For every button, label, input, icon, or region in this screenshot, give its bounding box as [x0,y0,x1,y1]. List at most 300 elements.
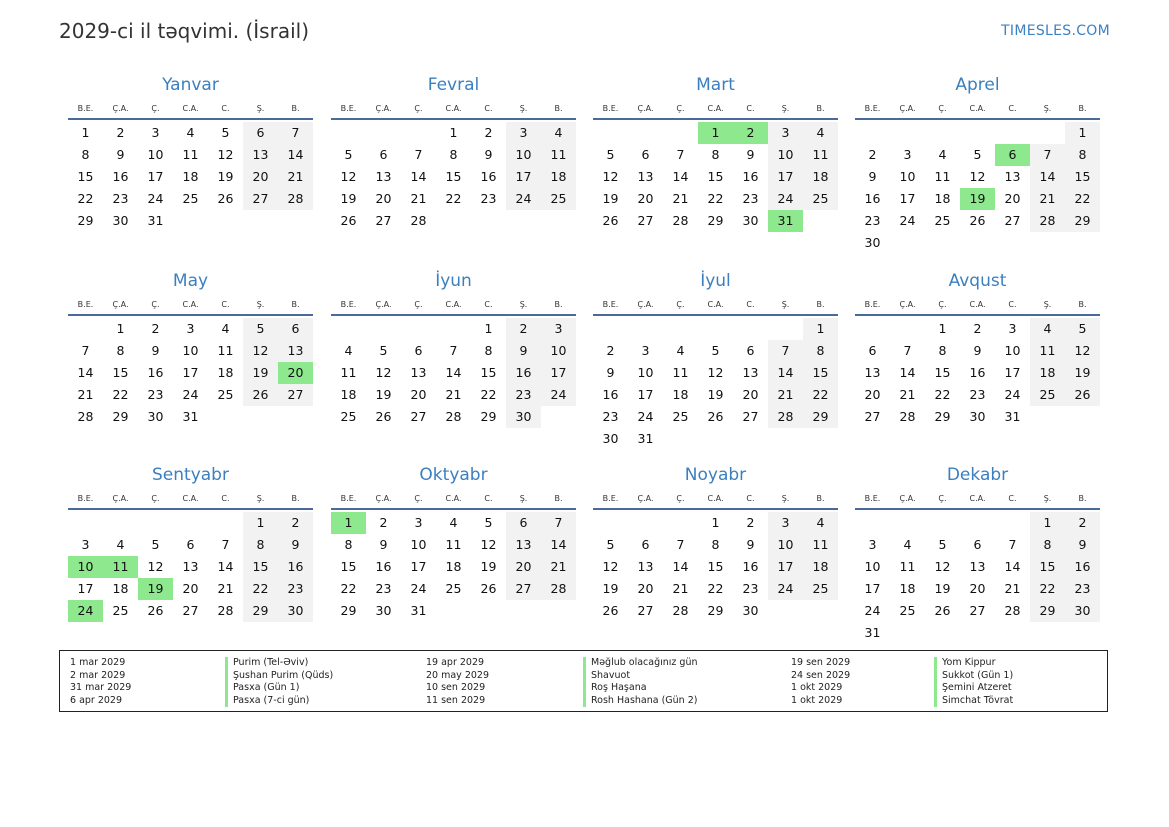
day-grid [593,318,838,450]
holiday-day-cell: 31 [768,210,803,232]
day-cell: 16 [278,556,313,578]
day-cell: 18 [803,166,838,188]
day-cell: 7 [541,512,576,534]
day-cell: 14 [899,365,916,380]
holiday-date: 2 mar 2029 [70,669,126,681]
day-cell: 20 [182,581,199,596]
weekday-label: Ç.A. [112,104,129,113]
day-cell: 14 [1004,559,1021,574]
day-cell: 1 [116,321,125,336]
day-cell: 14 [217,559,234,574]
day-cell: 2 [379,515,388,530]
holiday-day-cell: 1 [698,122,733,144]
holiday-day-cell: 10 [68,556,103,578]
day-cell: 23 [112,191,129,206]
day-cell: 25 [445,581,462,596]
day-cell: 30 [742,603,759,618]
holiday-names-col-1 [225,657,333,707]
day-cell: 28 [77,409,94,424]
day-cell: 19 [1065,362,1100,384]
day-cell: 29 [707,603,724,618]
day-cell: 31 [147,213,164,228]
weekday-label: Ç. [676,104,685,113]
weekday-label: B. [554,104,563,113]
month-name: Mart [696,75,735,95]
day-cell: 29 [243,600,278,622]
empty-cell [436,318,471,340]
weekday-label: B. [554,300,563,309]
day-cell: 30 [742,213,759,228]
day-cell: 9 [379,537,388,552]
day-cell: 5 [606,537,615,552]
weekday-label: C.A. [182,104,199,113]
weekday-label: C. [746,104,755,113]
day-cell: 17 [182,365,199,380]
empty-cell [925,512,960,534]
day-cell: 8 [344,537,353,552]
weekday-label: C. [221,494,230,503]
day-cell: 9 [278,534,313,556]
day-cell: 23 [742,191,759,206]
day-cell: 12 [707,365,724,380]
empty-cell [855,318,890,340]
day-cell: 12 [934,559,951,574]
weekday-label: B. [816,494,825,503]
day-cell: 11 [340,365,357,380]
empty-cell [663,122,698,144]
weekday-label: Ç.A. [375,300,392,309]
day-cell: 9 [606,365,615,380]
weekday-label: Ş. [256,300,265,309]
empty-cell [173,512,208,534]
holiday-date: 1 okt 2029 [791,682,843,693]
day-cell: 18 [340,387,357,402]
day-cell: 28 [445,409,462,424]
day-cell: 28 [410,213,427,228]
holiday-name: Sukkot (Gün 1) [934,670,1013,683]
day-cell: 23 [1065,578,1100,600]
day-cell: 28 [672,603,689,618]
day-cell: 25 [340,409,357,424]
day-cell: 19 [934,581,951,596]
month-block [331,271,576,428]
day-cell: 27 [864,409,881,424]
day-cell: 17 [899,191,916,206]
day-cell: 11 [803,144,838,166]
weekday-header [331,100,576,120]
day-cell: 8 [116,343,125,358]
day-cell: 14 [672,169,689,184]
weekday-label: B.E. [864,104,881,113]
day-cell: 23 [278,578,313,600]
weekday-header [855,296,1100,316]
month-name: Noyabr [684,465,747,485]
day-cell: 12 [602,559,619,574]
day-cell: 2 [1065,512,1100,534]
day-cell: 3 [1008,321,1017,336]
day-cell: 21 [1030,188,1065,210]
empty-cell [103,512,138,534]
empty-cell [1030,122,1065,144]
day-cell: 7 [414,147,423,162]
day-cell: 5 [484,515,493,530]
day-cell: 22 [340,581,357,596]
day-cell: 19 [602,191,619,206]
day-cell: 13 [506,534,541,556]
day-cell: 20 [742,387,759,402]
holiday-date: 31 mar 2029 [70,682,132,693]
day-cell: 15 [243,556,278,578]
day-cell: 18 [182,169,199,184]
day-cell: 13 [864,365,881,380]
day-cell: 28 [1004,603,1021,618]
day-cell: 3 [506,122,541,144]
day-cell: 1 [711,515,720,530]
day-cell: 30 [147,409,164,424]
day-cell: 7 [81,343,90,358]
weekday-label: B. [291,494,300,503]
day-cell: 22 [707,191,724,206]
day-grid [68,122,313,232]
weekday-header [593,296,838,316]
day-cell: 20 [637,191,654,206]
day-cell: 25 [182,191,199,206]
day-cell: 12 [147,559,164,574]
day-cell: 26 [602,213,619,228]
day-cell: 6 [506,512,541,534]
day-cell: 24 [147,191,164,206]
site-link[interactable]: TIMESLES.COM [1001,23,1110,39]
day-cell: 15 [445,169,462,184]
holiday-date: 1 okt 2029 [791,694,843,706]
day-cell: 19 [602,581,619,596]
day-cell: 23 [864,213,881,228]
day-cell: 20 [969,581,986,596]
empty-cell [593,318,628,340]
day-cell: 19 [217,169,234,184]
day-cell: 6 [414,343,423,358]
day-cell: 25 [672,409,689,424]
day-cell: 12 [340,169,357,184]
holiday-name: Rosh Hashana (Gün 2) [583,695,698,708]
holiday-day-cell: 24 [68,600,103,622]
day-cell: 2 [278,512,313,534]
weekday-label: C. [1008,104,1017,113]
day-cell: 29 [1065,210,1100,232]
empty-cell [401,318,436,340]
day-cell: 21 [410,191,427,206]
empty-cell [663,512,698,534]
day-cell: 24 [410,581,427,596]
day-cell: 3 [768,512,803,534]
day-cell: 14 [77,365,94,380]
day-cell: 10 [864,559,881,574]
empty-cell [733,318,768,340]
day-cell: 29 [707,213,724,228]
day-cell: 3 [186,321,195,336]
day-cell: 8 [449,147,458,162]
day-cell: 16 [969,365,986,380]
day-cell: 15 [77,169,94,184]
holiday-date: 20 may 2029 [426,669,490,681]
weekday-header [68,490,313,510]
day-cell: 10 [541,340,576,362]
holiday-names-col-3 [934,657,1013,707]
day-cell: 31 [637,431,654,446]
day-cell: 13 [375,169,392,184]
day-cell: 16 [375,559,392,574]
weekday-label: B.E. [77,300,94,309]
day-cell: 4 [1030,318,1065,340]
day-cell: 9 [506,340,541,362]
month-name: Avqust [948,271,1007,291]
day-cell: 15 [803,362,838,384]
weekday-label: B.E. [602,104,619,113]
month-block [593,75,838,232]
day-cell: 12 [243,340,278,362]
day-cell: 28 [768,406,803,428]
day-cell: 27 [637,213,654,228]
day-cell: 5 [1065,318,1100,340]
day-cell: 6 [868,343,877,358]
month-block [855,75,1100,254]
day-cell: 22 [1030,578,1065,600]
weekday-header [331,490,576,510]
day-cell: 20 [410,387,427,402]
day-cell: 27 [742,409,759,424]
day-cell: 11 [672,365,689,380]
weekday-label: Ç.A. [899,300,916,309]
day-grid [331,318,576,428]
weekday-label: Ç. [151,104,160,113]
day-cell: 7 [1008,537,1017,552]
day-cell: 6 [243,122,278,144]
day-cell: 4 [449,515,458,530]
day-cell: 20 [1004,191,1021,206]
day-cell: 20 [637,581,654,596]
day-cell: 14 [541,534,576,556]
weekday-label: C.A. [707,300,724,309]
weekday-label: B. [1078,494,1087,503]
day-cell: 24 [506,188,541,210]
day-cell: 17 [768,556,803,578]
holiday-list [59,650,1108,712]
day-cell: 21 [278,166,313,188]
day-cell: 15 [1065,166,1100,188]
month-name: İyul [700,271,731,291]
weekday-label: C.A. [969,300,986,309]
day-cell: 15 [480,365,497,380]
day-cell: 25 [541,188,576,210]
day-cell: 16 [147,365,164,380]
day-cell: 13 [637,559,654,574]
weekday-label: Ç. [151,300,160,309]
weekday-label: Ç.A. [637,494,654,503]
day-cell: 2 [868,147,877,162]
day-cell: 27 [1004,213,1021,228]
weekday-label: B. [1078,104,1087,113]
day-cell: 25 [217,387,234,402]
day-cell: 30 [506,406,541,428]
day-cell: 5 [344,147,353,162]
weekday-label: Ç.A. [112,494,129,503]
day-cell: 6 [973,537,982,552]
day-cell: 25 [934,213,951,228]
empty-cell [208,512,243,534]
weekday-label: Ş. [781,300,790,309]
day-cell: 30 [278,600,313,622]
weekday-label: Ç. [414,300,423,309]
holiday-name: Şemini Atzeret [934,682,1013,695]
empty-cell [593,122,628,144]
day-cell: 24 [864,603,881,618]
day-cell: 2 [746,515,755,530]
day-cell: 4 [803,122,838,144]
day-cell: 12 [602,169,619,184]
weekday-label: C. [484,104,493,113]
day-cell: 29 [480,409,497,424]
day-cell: 2 [606,343,615,358]
weekday-label: C. [746,494,755,503]
day-cell: 15 [707,559,724,574]
day-cell: 1 [1065,122,1100,144]
day-cell: 16 [480,169,497,184]
weekday-label: C.A. [969,104,986,113]
day-cell: 3 [868,537,877,552]
weekday-label: C.A. [182,300,199,309]
day-cell: 26 [243,384,278,406]
day-cell: 2 [116,125,125,140]
day-cell: 1 [803,318,838,340]
weekday-label: B. [1078,300,1087,309]
empty-cell [68,512,103,534]
day-cell: 31 [1004,409,1021,424]
weekday-label: Ç. [414,494,423,503]
holiday-day-cell: 11 [103,556,138,578]
month-name: Sentyabr [152,465,229,485]
day-cell: 22 [112,387,129,402]
month-name: Dekabr [946,465,1009,485]
weekday-label: Ç.A. [899,494,916,503]
day-cell: 19 [707,387,724,402]
day-cell: 13 [243,144,278,166]
day-cell: 23 [375,581,392,596]
empty-cell [593,512,628,534]
day-cell: 8 [81,147,90,162]
day-cell: 23 [147,387,164,402]
day-cell: 30 [969,409,986,424]
day-cell: 30 [864,235,881,250]
day-cell: 3 [81,537,90,552]
day-cell: 1 [1030,512,1065,534]
day-cell: 9 [151,343,160,358]
holiday-dates-col-2 [426,657,489,707]
day-cell: 13 [1004,169,1021,184]
day-cell: 24 [768,188,803,210]
day-cell: 8 [938,343,947,358]
day-cell: 2 [973,321,982,336]
day-cell: 6 [186,537,195,552]
holiday-name: Purim (Tel-Əviv) [225,657,333,670]
day-cell: 3 [903,147,912,162]
day-cell: 26 [147,603,164,618]
day-cell: 12 [480,537,497,552]
day-cell: 20 [506,556,541,578]
day-cell: 9 [484,147,493,162]
month-block [68,271,313,428]
day-cell: 5 [379,343,388,358]
day-cell: 1 [484,321,493,336]
month-block [68,465,313,622]
empty-cell [890,318,925,340]
month-name: Oktyabr [419,465,488,485]
day-cell: 3 [414,515,423,530]
empty-cell [995,512,1030,534]
day-cell: 24 [1004,387,1021,402]
month-name: İyun [435,271,472,291]
weekday-label: B. [816,104,825,113]
holiday-name: Roş Haşana [583,682,698,695]
day-cell: 4 [903,537,912,552]
day-cell: 8 [711,147,720,162]
month-block [331,75,576,232]
day-cell: 21 [899,387,916,402]
day-cell: 28 [899,409,916,424]
holiday-day-cell: 20 [278,362,313,384]
weekday-label: C. [746,300,755,309]
day-cell: 26 [375,409,392,424]
day-cell: 6 [641,147,650,162]
weekday-label: Ş. [1043,300,1052,309]
day-cell: 26 [217,191,234,206]
empty-cell [768,318,803,340]
day-cell: 22 [243,578,278,600]
day-cell: 17 [147,169,164,184]
day-cell: 9 [973,343,982,358]
day-cell: 7 [449,343,458,358]
day-cell: 21 [445,387,462,402]
weekday-label: C. [221,300,230,309]
day-cell: 27 [243,188,278,210]
day-cell: 22 [934,387,951,402]
day-cell: 23 [506,384,541,406]
day-cell: 10 [182,343,199,358]
day-cell: 24 [899,213,916,228]
day-cell: 6 [746,343,755,358]
empty-cell [995,122,1030,144]
day-cell: 15 [1030,556,1065,578]
day-cell: 26 [934,603,951,618]
day-cell: 31 [182,409,199,424]
day-cell: 8 [243,534,278,556]
day-cell: 12 [217,147,234,162]
holiday-date: 24 sen 2029 [791,669,851,681]
day-cell: 25 [899,603,916,618]
day-cell: 4 [221,321,230,336]
holiday-name: Şushan Purim (Qüds) [225,670,333,683]
day-cell: 22 [707,581,724,596]
weekday-label: Ç. [938,104,947,113]
day-cell: 25 [803,578,838,600]
day-cell: 19 [375,387,392,402]
weekday-label: B.E. [77,104,94,113]
day-cell: 9 [868,169,877,184]
holiday-date: 1 mar 2029 [70,657,126,668]
weekday-label: Ş. [256,104,265,113]
day-cell: 11 [217,343,234,358]
day-cell: 18 [899,581,916,596]
day-cell: 16 [742,559,759,574]
